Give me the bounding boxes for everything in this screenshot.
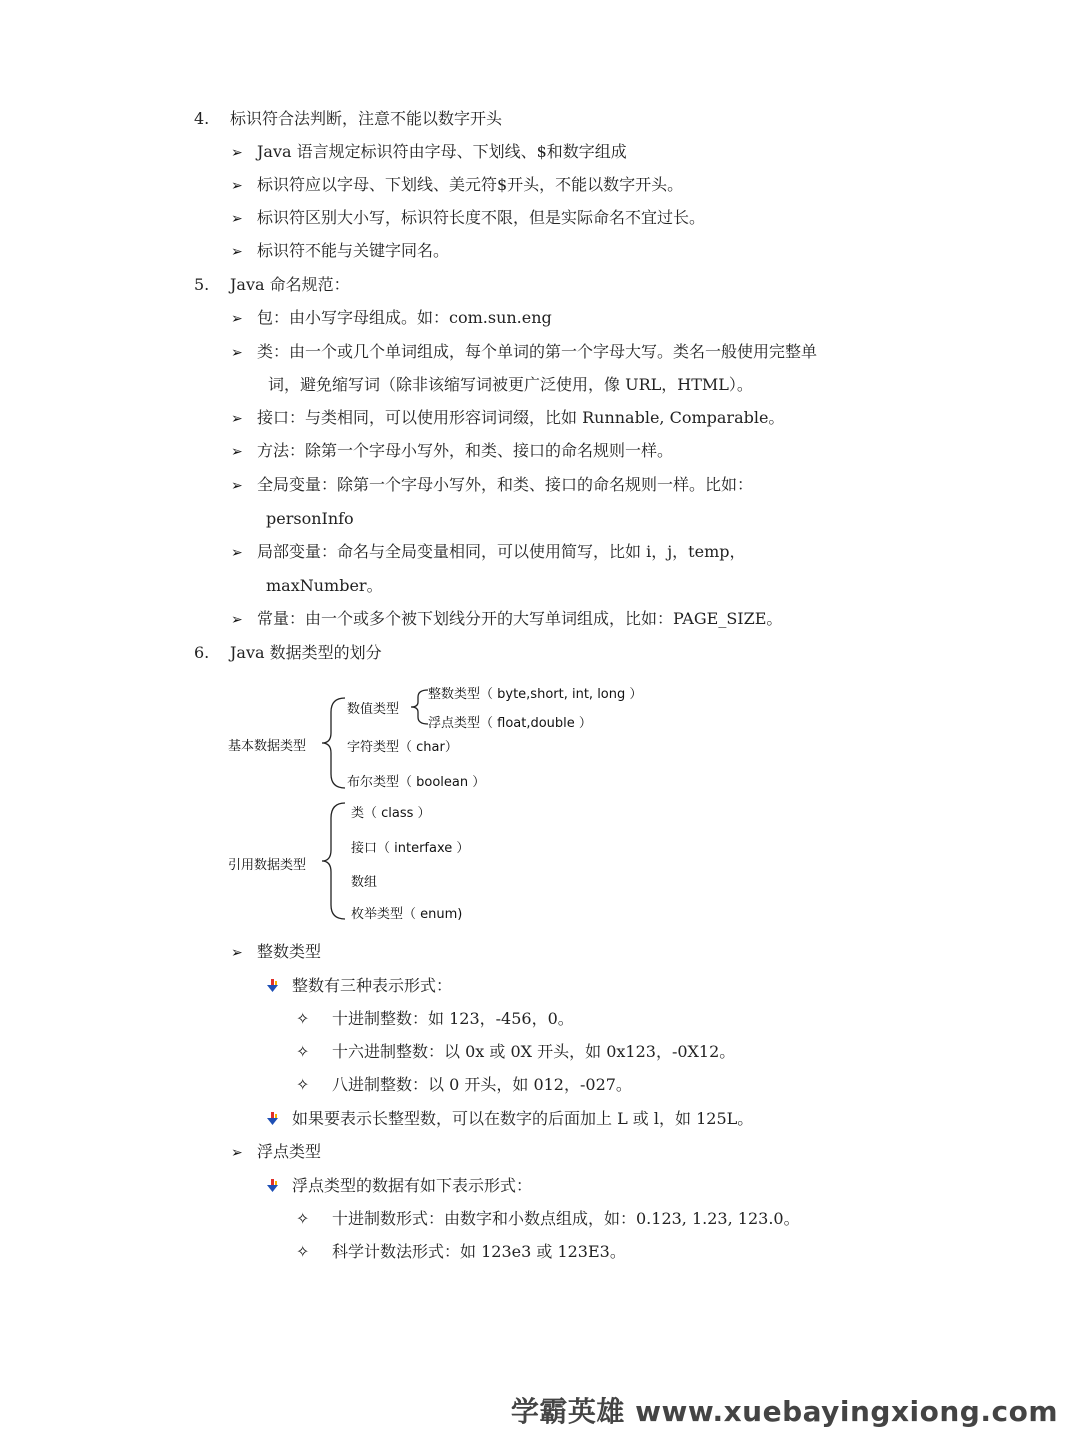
section-6-title: Java 数据类型的划分 [230,643,382,662]
sub-list-text: 如果要表示长整型数，可以在数字的后面加上 L 或 l，如 125L。 [292,1109,754,1128]
char-type-label: 字符类型（ char） [347,740,458,755]
arrow-bullet-icon: ➢ [231,1145,243,1161]
form-text: 十进制数形式：由数字和小数点组成，如：0.123, 1.23, 123.0。 [332,1209,800,1228]
list-item-text: 常量：由一个或多个被下划线分开的大写单词组成，比如：PAGE_SIZE。 [257,609,783,628]
list-item-text: 标识符应以字母、下划线、美元符$开头，不能以数字开头。 [257,175,684,194]
arrow-bullet-icon: ➢ [231,612,243,628]
list-item-text: 方法：除第一个字母小写外，和类、接口的命名规则一样。 [257,441,674,460]
reference-types-label: 引用数据类型 [228,858,307,873]
boolean-type-label: 布尔类型（ boolean ） [347,775,486,790]
numeric-types-label: 数值类型 [347,702,400,717]
arrow-bullet-icon: ➢ [231,478,243,494]
diamond-bullet-icon: ✧ [296,1009,310,1028]
section-4-number: 4. [194,109,210,128]
form-text: 十进制整数：如 123，-456，0。 [332,1009,574,1028]
sub-list-item [266,1175,532,1197]
integer-section-title: 整数类型 [257,942,322,961]
float-types-label: 浮点类型（ float,double ） [428,716,592,731]
reference-brace [322,803,345,919]
section-6-number: 6. [194,643,210,662]
list-item-text: 局部变量：命名与全局变量相同，可以使用简写，比如 i，j，temp， [257,542,746,561]
list-item-text: 类：由一个或几个单词组成，每个单词的第一个字母大写。类名一般使用完整单 [257,342,818,361]
arrow-bullet-icon: ➢ [231,311,243,327]
section-4-title: 标识符合法判断，注意不能以数字开头 [230,109,503,128]
list-item-text: personInfo [266,509,354,528]
arrow-bullet-icon: ➢ [231,211,243,227]
arrow-bullet-icon: ➢ [231,444,243,460]
list-item [231,941,321,964]
class-type-label: 类（ class ） [351,806,431,821]
diamond-bullet-icon: ✧ [296,1242,310,1261]
list-item [231,1141,321,1164]
form-text: 八进制整数：以 0 开头，如 012，-027。 [332,1075,632,1094]
arrow-bullet-icon: ➢ [231,178,243,194]
diamond-bullet-icon: ✧ [296,1042,310,1061]
arrow-bullet-icon: ➢ [231,411,243,427]
form-item [296,1241,626,1263]
arrow-bullet-icon: ➢ [231,244,243,260]
section-5-number: 5. [194,275,210,294]
numeric-brace [411,690,428,724]
list-item-text: maxNumber。 [266,576,383,595]
form-item [296,1074,632,1096]
list-item-text: Java 语言规定标识符由字母、下划线、$和数字组成 [257,142,627,161]
form-item [296,1208,800,1230]
integer-types-label: 整数类型（ byte,short, int, long ） [428,687,643,702]
enum-type-label: 枚举类型（ enum) [351,907,463,922]
diamond-bullet-icon: ✧ [296,1075,310,1094]
basic-types-label: 基本数据类型 [228,739,307,754]
list-item-text: 词，避免缩写词（除非该缩写词被更广泛使用，像 URL，HTML）。 [268,375,753,394]
diamond-bullet-icon: ✧ [296,1209,310,1228]
list-item-text: 标识符区别大小写，标识符长度不限，但是实际命名不宜过长。 [257,208,706,227]
arrow-bullet-icon: ➢ [231,545,243,561]
list-item-text: 全局变量：除第一个字母小写外，和类、接口的命名规则一样。比如： [257,475,754,494]
arrow-bullet-icon: ➢ [231,945,243,961]
form-item [296,1041,735,1063]
basic-brace [322,698,345,788]
list-item-text: 包：由小写字母组成。如：com.sun.eng [257,308,552,327]
arrow-bullet-icon: ➢ [231,345,243,361]
watermark: 学霸英雄 www.xuebayingxiong.com [510,1395,1058,1428]
interface-type-label: 接口（ interfaxe ） [351,841,470,856]
flag-bullet-icon [266,1112,292,1126]
array-type-label: 数组 [351,875,378,890]
form-item [296,1008,574,1030]
section-5-title: Java 命名规范： [230,275,350,294]
form-text: 科学计数法形式：如 123e3 或 123E3。 [332,1242,626,1261]
form-text: 十六进制整数：以 0x 或 0X 开头，如 0x123，-0X12。 [332,1042,736,1061]
sub-list-text: 浮点类型的数据有如下表示形式： [292,1176,533,1195]
list-item-text: 标识符不能与关键字同名。 [257,241,450,260]
sub-list-item [266,1108,753,1130]
flag-bullet-icon [266,979,292,993]
sub-list-item [266,975,452,997]
flag-bullet-icon [266,1179,292,1193]
sub-list-text: 整数有三种表示形式： [292,976,453,995]
arrow-bullet-icon: ➢ [231,145,243,161]
list-item-text: 接口：与类相同，可以使用形容词词缀，比如 Runnable, Comparable。 [257,408,785,427]
float-section-title: 浮点类型 [257,1142,322,1161]
